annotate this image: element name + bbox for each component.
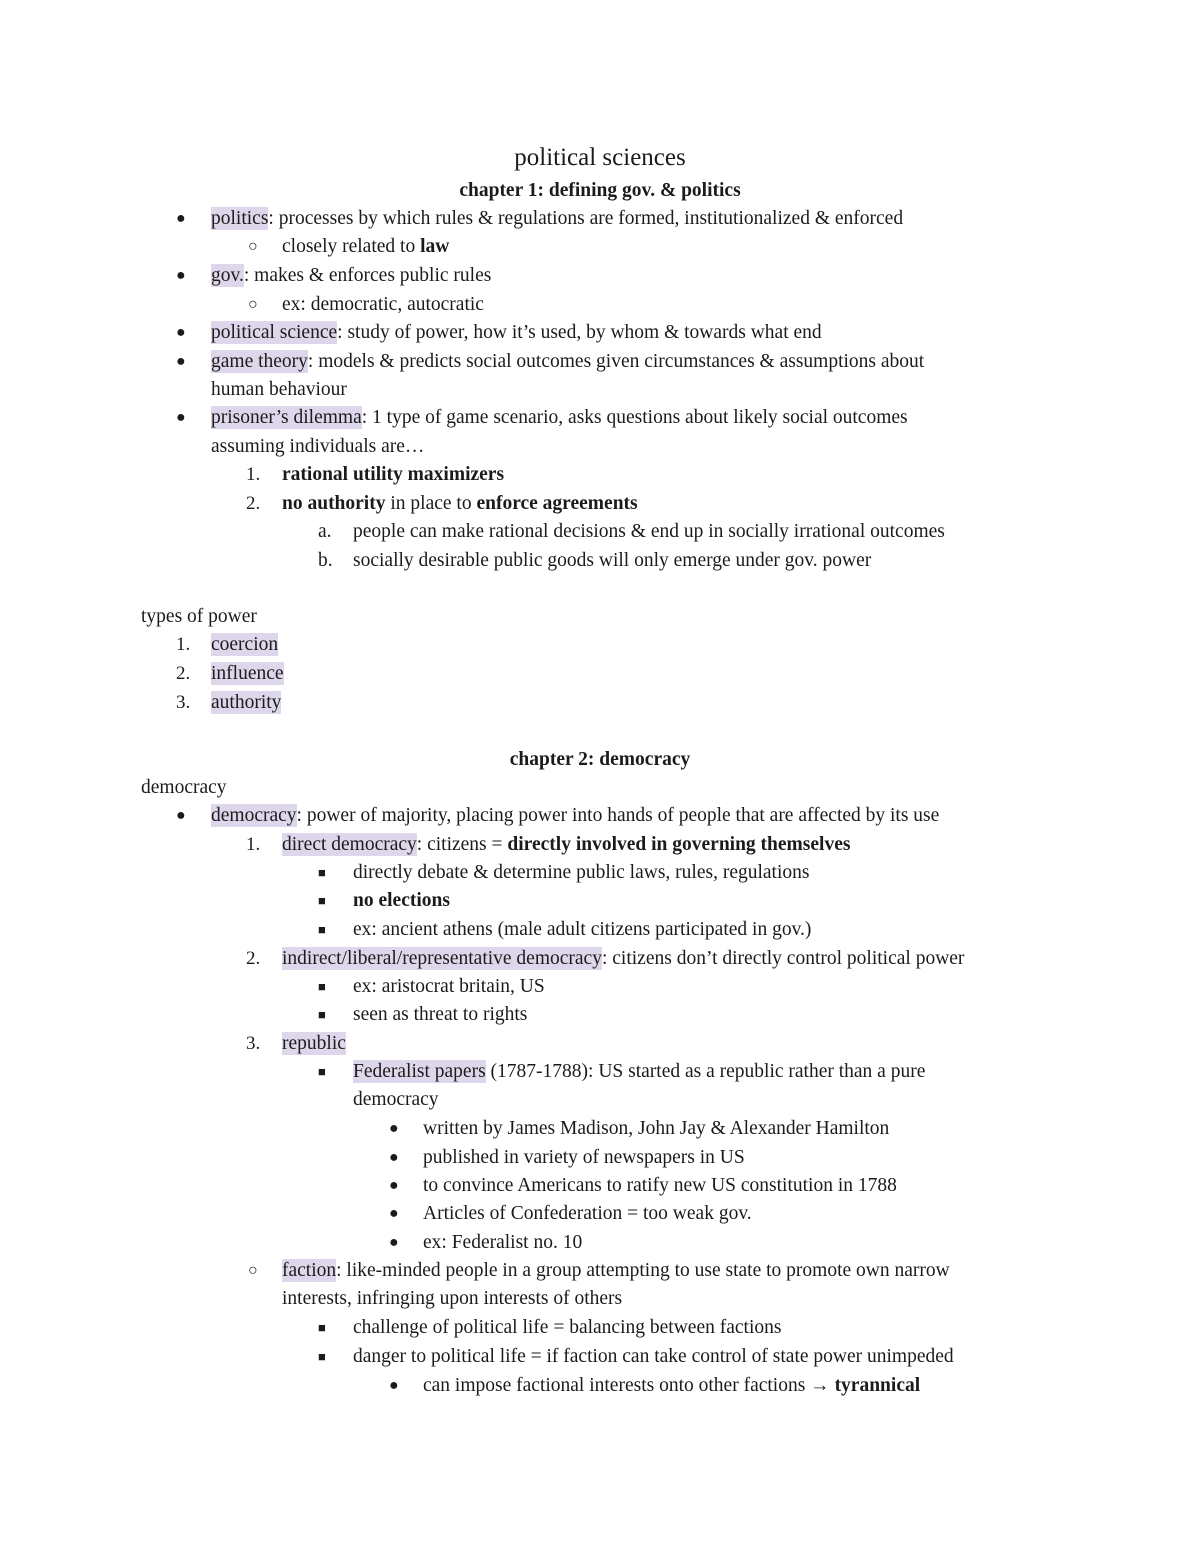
indirect-democracy-subitem: ex: aristocrat britain, US (353, 976, 545, 997)
politics-subitem (282, 233, 449, 261)
power-type-label: influence (211, 663, 284, 684)
power-type-label: authority (211, 692, 282, 713)
power-type-item (211, 631, 278, 659)
pd-assumption-2 (282, 490, 638, 518)
bullet-marker: ● (176, 353, 186, 370)
federalist-papers-definition-cont: democracy (353, 1089, 439, 1110)
polsci-item (211, 319, 822, 347)
republic-item (282, 1030, 346, 1058)
bullet-marker: ● (389, 1205, 399, 1222)
list-number: 2. (176, 663, 191, 684)
federalist-detail: ex: Federalist no. 10 (423, 1232, 583, 1253)
square-marker: ■ (318, 922, 326, 937)
politics-term: politics (211, 208, 269, 229)
list-number: 2. (246, 493, 261, 514)
bullet-marker: ● (389, 1149, 399, 1166)
direct-democracy-definition-bold: directly involved in governing themselves (507, 834, 851, 855)
game-theory-item (211, 348, 924, 376)
pd-assumption-2-text: in place to (385, 493, 477, 514)
square-marker: ■ (318, 893, 326, 908)
democracy-definition: : power of majority, placing power into hands of people that are affected by its use (296, 805, 940, 826)
gov-definition: : makes & enforces public rules (243, 265, 492, 286)
federalist-detail: published in variety of newspapers in US (423, 1147, 745, 1168)
direct-democracy-definition: : citizens = (416, 834, 508, 855)
indirect-democracy-definition: : citizens don’t directly control political power (601, 948, 965, 969)
bullet-marker: ● (389, 1377, 399, 1394)
prisoners-dilemma-term: prisoner’s dilemma (211, 407, 362, 428)
bullet-marker: ● (389, 1234, 399, 1251)
faction-definition: : like-minded people in a group attempting to use state to promote own narrow (336, 1260, 950, 1281)
pd-consequence-b: socially desirable public goods will only emerge under gov. power (353, 550, 872, 571)
power-type-item (211, 689, 281, 717)
bullet-marker: ● (389, 1120, 399, 1137)
politics-definition: : processes by which rules & regulations are formed, institutionalized & enforced (268, 208, 904, 229)
list-letter: a. (318, 521, 332, 542)
circle-marker: ○ (248, 296, 258, 313)
faction-subitem: danger to political life = if faction can take control of state power unimpeded (353, 1346, 954, 1367)
faction-detail-bold: tyrannical (834, 1375, 921, 1396)
pd-assumption-2-bold: no authority (282, 493, 386, 514)
bullet-marker: ● (389, 1177, 399, 1194)
pd-consequence-a: people can make rational decisions & end up in socially irrational outcomes (353, 521, 945, 542)
indirect-democracy-term: indirect/liberal/representative democracy (282, 948, 602, 969)
gov-subitem: ex: democratic, autocratic (282, 294, 484, 315)
square-marker: ■ (318, 1007, 326, 1022)
gov-item (211, 262, 491, 290)
politics-subitem-bold: law (420, 236, 450, 257)
square-marker: ■ (318, 1349, 326, 1364)
bullet-marker: ● (176, 807, 186, 824)
bullet-marker: ● (176, 324, 186, 341)
power-type-item (211, 660, 284, 688)
politics-subitem-text: closely related to (282, 236, 421, 257)
federalist-detail: written by James Madison, John Jay & Alexander Hamilton (423, 1118, 890, 1139)
game-theory-term: game theory (211, 351, 308, 372)
list-number: 2. (246, 948, 261, 969)
power-type-label: coercion (211, 634, 279, 655)
faction-item (282, 1257, 950, 1285)
list-number: 1. (246, 464, 261, 485)
chapter1-heading: chapter 1: defining gov. & politics (459, 180, 741, 201)
federalist-papers-definition: (1787-1788): US started as a republic rather than a pure (485, 1061, 926, 1082)
chapter2-heading: chapter 2: democracy (509, 749, 691, 770)
federalist-detail: to convince Americans to ratify new US constitution in 1788 (423, 1175, 897, 1196)
faction-detail-text: can impose factional interests onto other factions → (423, 1375, 835, 1396)
prisoners-dilemma-definition-cont: assuming individuals are… (211, 436, 425, 457)
polsci-definition: : study of power, how it’s used, by whom & towards what end (337, 322, 822, 343)
square-marker: ■ (318, 1064, 326, 1079)
faction-term: faction (282, 1260, 337, 1281)
chapter2-subheading: democracy (141, 777, 227, 798)
bullet-marker: ● (176, 210, 186, 227)
democracy-term: democracy (211, 805, 297, 826)
circle-marker: ○ (248, 238, 258, 255)
list-number: 3. (246, 1033, 261, 1054)
direct-democracy-term: direct democracy (282, 834, 417, 855)
federalist-papers-term: Federalist papers (353, 1061, 486, 1082)
direct-democracy-subitem: ex: ancient athens (male adult citizens participated in gov.) (353, 919, 812, 940)
list-number: 1. (246, 834, 261, 855)
democracy-item (211, 802, 939, 830)
indirect-democracy-subitem: seen as threat to rights (353, 1004, 528, 1025)
square-marker: ■ (318, 1320, 326, 1335)
bullet-marker: ● (176, 267, 186, 284)
game-theory-definition: : models & predicts social outcomes given circumstances & assumptions about (307, 351, 925, 372)
gov-term: gov. (211, 265, 244, 286)
prisoners-dilemma-definition: : 1 type of game scenario, asks questions about likely social outcomes (361, 407, 908, 428)
republic-term: republic (282, 1033, 346, 1054)
polsci-term: political science (211, 322, 338, 343)
list-letter: b. (318, 550, 333, 571)
faction-detail (423, 1372, 920, 1400)
power-types-heading: types of power (141, 606, 257, 627)
direct-democracy-item (282, 831, 850, 859)
direct-democracy-subitem: directly debate & determine public laws, rules, regulations (353, 862, 810, 883)
square-marker: ■ (318, 865, 326, 880)
faction-definition-cont: interests, infringing upon interests of others (282, 1288, 623, 1309)
page-title: political sciences (514, 144, 686, 171)
pd-assumption-1: rational utility maximizers (282, 464, 505, 485)
list-number: 3. (176, 692, 191, 713)
square-marker: ■ (318, 979, 326, 994)
direct-democracy-subitem: no elections (353, 890, 450, 911)
circle-marker: ○ (248, 1262, 258, 1279)
federalist-detail: Articles of Confederation = too weak gov. (423, 1203, 752, 1224)
indirect-democracy-item (282, 945, 964, 973)
bullet-marker: ● (176, 409, 186, 426)
faction-subitem: challenge of political life = balancing between factions (353, 1317, 782, 1338)
politics-item (211, 205, 903, 233)
list-number: 1. (176, 634, 191, 655)
game-theory-definition-cont: human behaviour (211, 379, 347, 400)
pd-assumption-2-bold-end: enforce agreements (476, 493, 638, 514)
federalist-papers-item (353, 1058, 925, 1086)
prisoners-dilemma-item (211, 404, 908, 432)
